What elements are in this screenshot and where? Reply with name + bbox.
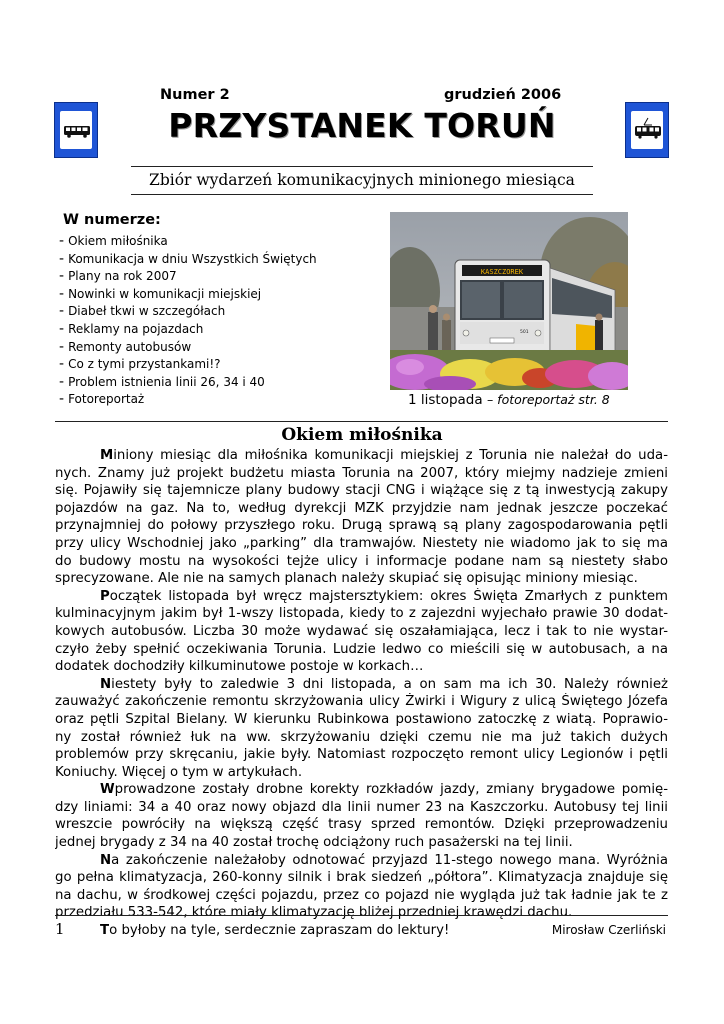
article-line-text: wreszcie powróciły na większą część trasy sprzed remontów. Dzięki przeprowadzeniu [55,817,668,833]
masthead-subtitle: Zbiór wydarzeń komunikacyjnych minionego miesiąca [149,171,575,189]
contents-item [59,339,317,357]
contents-list [59,233,317,409]
article-line [55,641,668,659]
article-line [55,588,668,606]
article-line-text: dodatek dochodziły kilkuminutowe postoje w korkach… [55,659,424,675]
article-line [55,570,668,588]
contents-item [59,251,317,269]
article-line [55,623,668,641]
article-line [55,447,668,465]
article-line-text: dzy liniami: 34 a 40 oraz nowy objazd dla linii numer 23 na Kaszczorku. Autobusy tej linii [55,799,668,815]
contents-item [59,268,317,286]
article-line-text: oczątek listopada był wręcz majstersztykiem: okres Święta Zmarłych z punktem [109,588,668,604]
article-line [55,658,668,676]
bus-fleet-number: 501 [520,330,529,335]
article-line-text: Koniuchy. Więcej o tym w artykułach. [55,764,303,780]
article-line-text: przynajmniej do połowy przyszłego roku. Drugą sprawą są plany zagospodarowania pętli [55,518,668,534]
issue-number: Numer 2 [160,87,230,103]
contents-item-dash: - [59,233,65,249]
article-line [55,500,668,518]
article-line [55,676,668,694]
article-line-text: ny został również łuk na ww. skrzyżowaniu dzięki czemu nie ma już takich dużych [55,729,668,745]
contents-item [59,303,317,321]
paragraph-initial: N [100,852,112,868]
contents-item-label: Komunikacja w dniu Wszystkich Świętych [68,251,317,266]
article-line-text: kulminacyjnym jakim był 1-wszy listopada, kiedy to z zajezdni wyjechało prawie 30 dodat- [55,606,668,622]
paragraph-initial: T [100,923,110,939]
masthead-top-rule [131,166,593,167]
article-line [55,869,668,887]
article-line-text: oraz pętli Szpital Bielany. W kierunku Rubinkowa postawiono zatoczkę z wiatą. Poprawio- [55,711,668,727]
article-line [55,922,668,940]
article-line [55,517,668,535]
article-line-text: przy ulicy Wschodniej jako „parking” dla tramwajów. Niestety nie wiadomo jak to się ma [55,535,668,551]
contents-item-dash: - [59,391,65,408]
article-title: Okiem miłośnika [281,425,443,445]
contents-item-dash: - [59,285,65,302]
article-line-text: przedziału 533-542, które miały klimatyzację bliżej przedniej krawędzi dachu. [55,905,573,921]
article-line-text: zauważyć zakończenie remontu skrzyżowania ulicy Żwirki i Wigury z ulicą Świętego Józefa [55,694,668,710]
contents-item-dash: - [59,356,65,373]
contents-item-dash: - [59,268,65,285]
article-line [55,693,668,711]
article-body [55,447,668,940]
article-line-text: czyło żeby spełnić oczekiwania Torunia. Ludzie ledwo co mieścili się w autobusach, a na [55,641,668,657]
paragraph-initial: N [100,676,112,692]
article-line [55,605,668,623]
contents-item [59,356,317,374]
article-line [55,465,668,483]
article-line [55,852,668,870]
contents-item [59,233,317,251]
section-rule [55,421,668,422]
article-line [55,711,668,729]
contents-item-label: Diabeł tkwi w szczegółach [68,304,226,319]
article-line-text: kowych autobusów. Liczba 30 może wydawać się oszałamiająca, lecz i tak to nie wystar- [55,623,668,639]
contents-item-label: Co z tymi przystankami!? [68,357,221,372]
contents-item-dash: - [59,338,65,355]
paragraph-initial: W [100,782,115,798]
article-line [55,746,668,764]
article-line-text: sprecyzowane. Ale nie na samych planach należy skupiać się opisując miniony miesiąc. [55,571,638,587]
article-line [55,816,668,834]
page-number: 1 [55,920,65,938]
contents-item-label: Nowinki w komunikacji miejskiej [68,286,262,301]
issue-date: grudzień 2006 [444,87,562,103]
contents-item-dash: - [59,320,65,337]
article-line [55,799,668,817]
contents-heading: W numerze: [63,212,161,228]
contents-item-label: Plany na rok 2007 [68,269,177,284]
article-line [55,729,668,747]
article-line-text: na dachu, w środkowej części pojazdu, przez co pojazd nie wygląda już tak ładnie jak te z [55,887,668,903]
article-line [55,904,668,922]
contents-item [59,391,317,409]
author-signature: Mirosław Czerliński [551,923,666,938]
article-line-text: iestety były to zaledwie 3 dni listopada, a on sam ma ich 30. Należy również [111,676,668,692]
contents-item-label: Problem istnienia linii 26, 34 i 40 [68,374,265,389]
article-line [55,887,668,905]
article-line-text: nych. Znamy już projekt budżetu miasta Torunia na 2007, który miejmy nadzieje zmieni [55,465,668,481]
article-line-text: do budowy mostu na wysokości tejże ulicy i informacje podane nam są niestety słabo [55,553,668,569]
article-line [55,482,668,500]
article-line-text: go pełna klimatyzacja, 260-konny silnik i brak siedzeń „półtora”. Klimatyzacja znajduje się [55,870,668,886]
article-line-text: iniony miesiąc dla miłośnika komunikacji miejskiej z Torunia nie należał do uda- [113,448,668,463]
article-line [55,834,668,852]
article-line-text: a zakończenie należałoby odnotować przyjazd 11-stego nowego mana. Wyróżnia [111,852,668,868]
contents-item [59,374,317,392]
article-line [55,553,668,571]
bus-photo [390,212,628,390]
contents-item-label: Remonty autobusów [68,339,192,354]
photo-caption [408,392,610,408]
bus-destination-sign: KASZCZOREK [480,268,524,276]
masthead-title: PRZYSTANEK TORUŃ [168,106,556,145]
bus-stop-sign-icon [54,102,98,158]
photo-caption-text: 1 listopada [408,392,483,408]
contents-item-dash: - [59,303,65,320]
contents-item-dash: - [59,250,65,267]
contents-item-label: Fotoreportaż [68,392,145,407]
photo-caption-ref: – fotoreportaż str. 8 [486,392,610,407]
contents-item-label: Reklamy na pojazdach [68,321,204,336]
article-line-text: się. Pojawiły się tajemnicze plany budowy stacji CNG i wiążące się z tą inwestycją zakupy [55,483,668,499]
article-line-text: pojazdów na gaz. Na to, według dyrekcji MZK przyjdzie nam jednak jeszcze poczekać [55,500,668,516]
article-line-text: prowadzone zostały drobne korekty rozkładów jazdy, zmiany brygadowe pomię- [114,782,668,798]
article-line [55,781,668,799]
tram-stop-sign-icon [625,102,669,158]
contents-item [59,286,317,304]
contents-item [59,321,317,339]
article-line-text: jednej brygady z 34 na 40 został trochę odciążony ruch pasażerski na tej linii. [55,835,573,851]
paragraph-initial: P [100,588,110,604]
paragraph-initial: M [100,448,114,463]
article-line [55,535,668,553]
masthead-bottom-rule [131,194,593,195]
article-line-text: problemów przy skręcaniu, jakie były. Natomiast rozpoczęto remont ulicy Legionów i pętli [55,747,668,763]
footer-rule [55,915,668,916]
article-line [55,764,668,782]
article-line-text: o byłoby na tyle, serdecznie zapraszam do lektury! [109,923,450,939]
contents-item-label: Okiem miłośnika [68,234,168,248]
contents-item-dash: - [59,373,65,390]
